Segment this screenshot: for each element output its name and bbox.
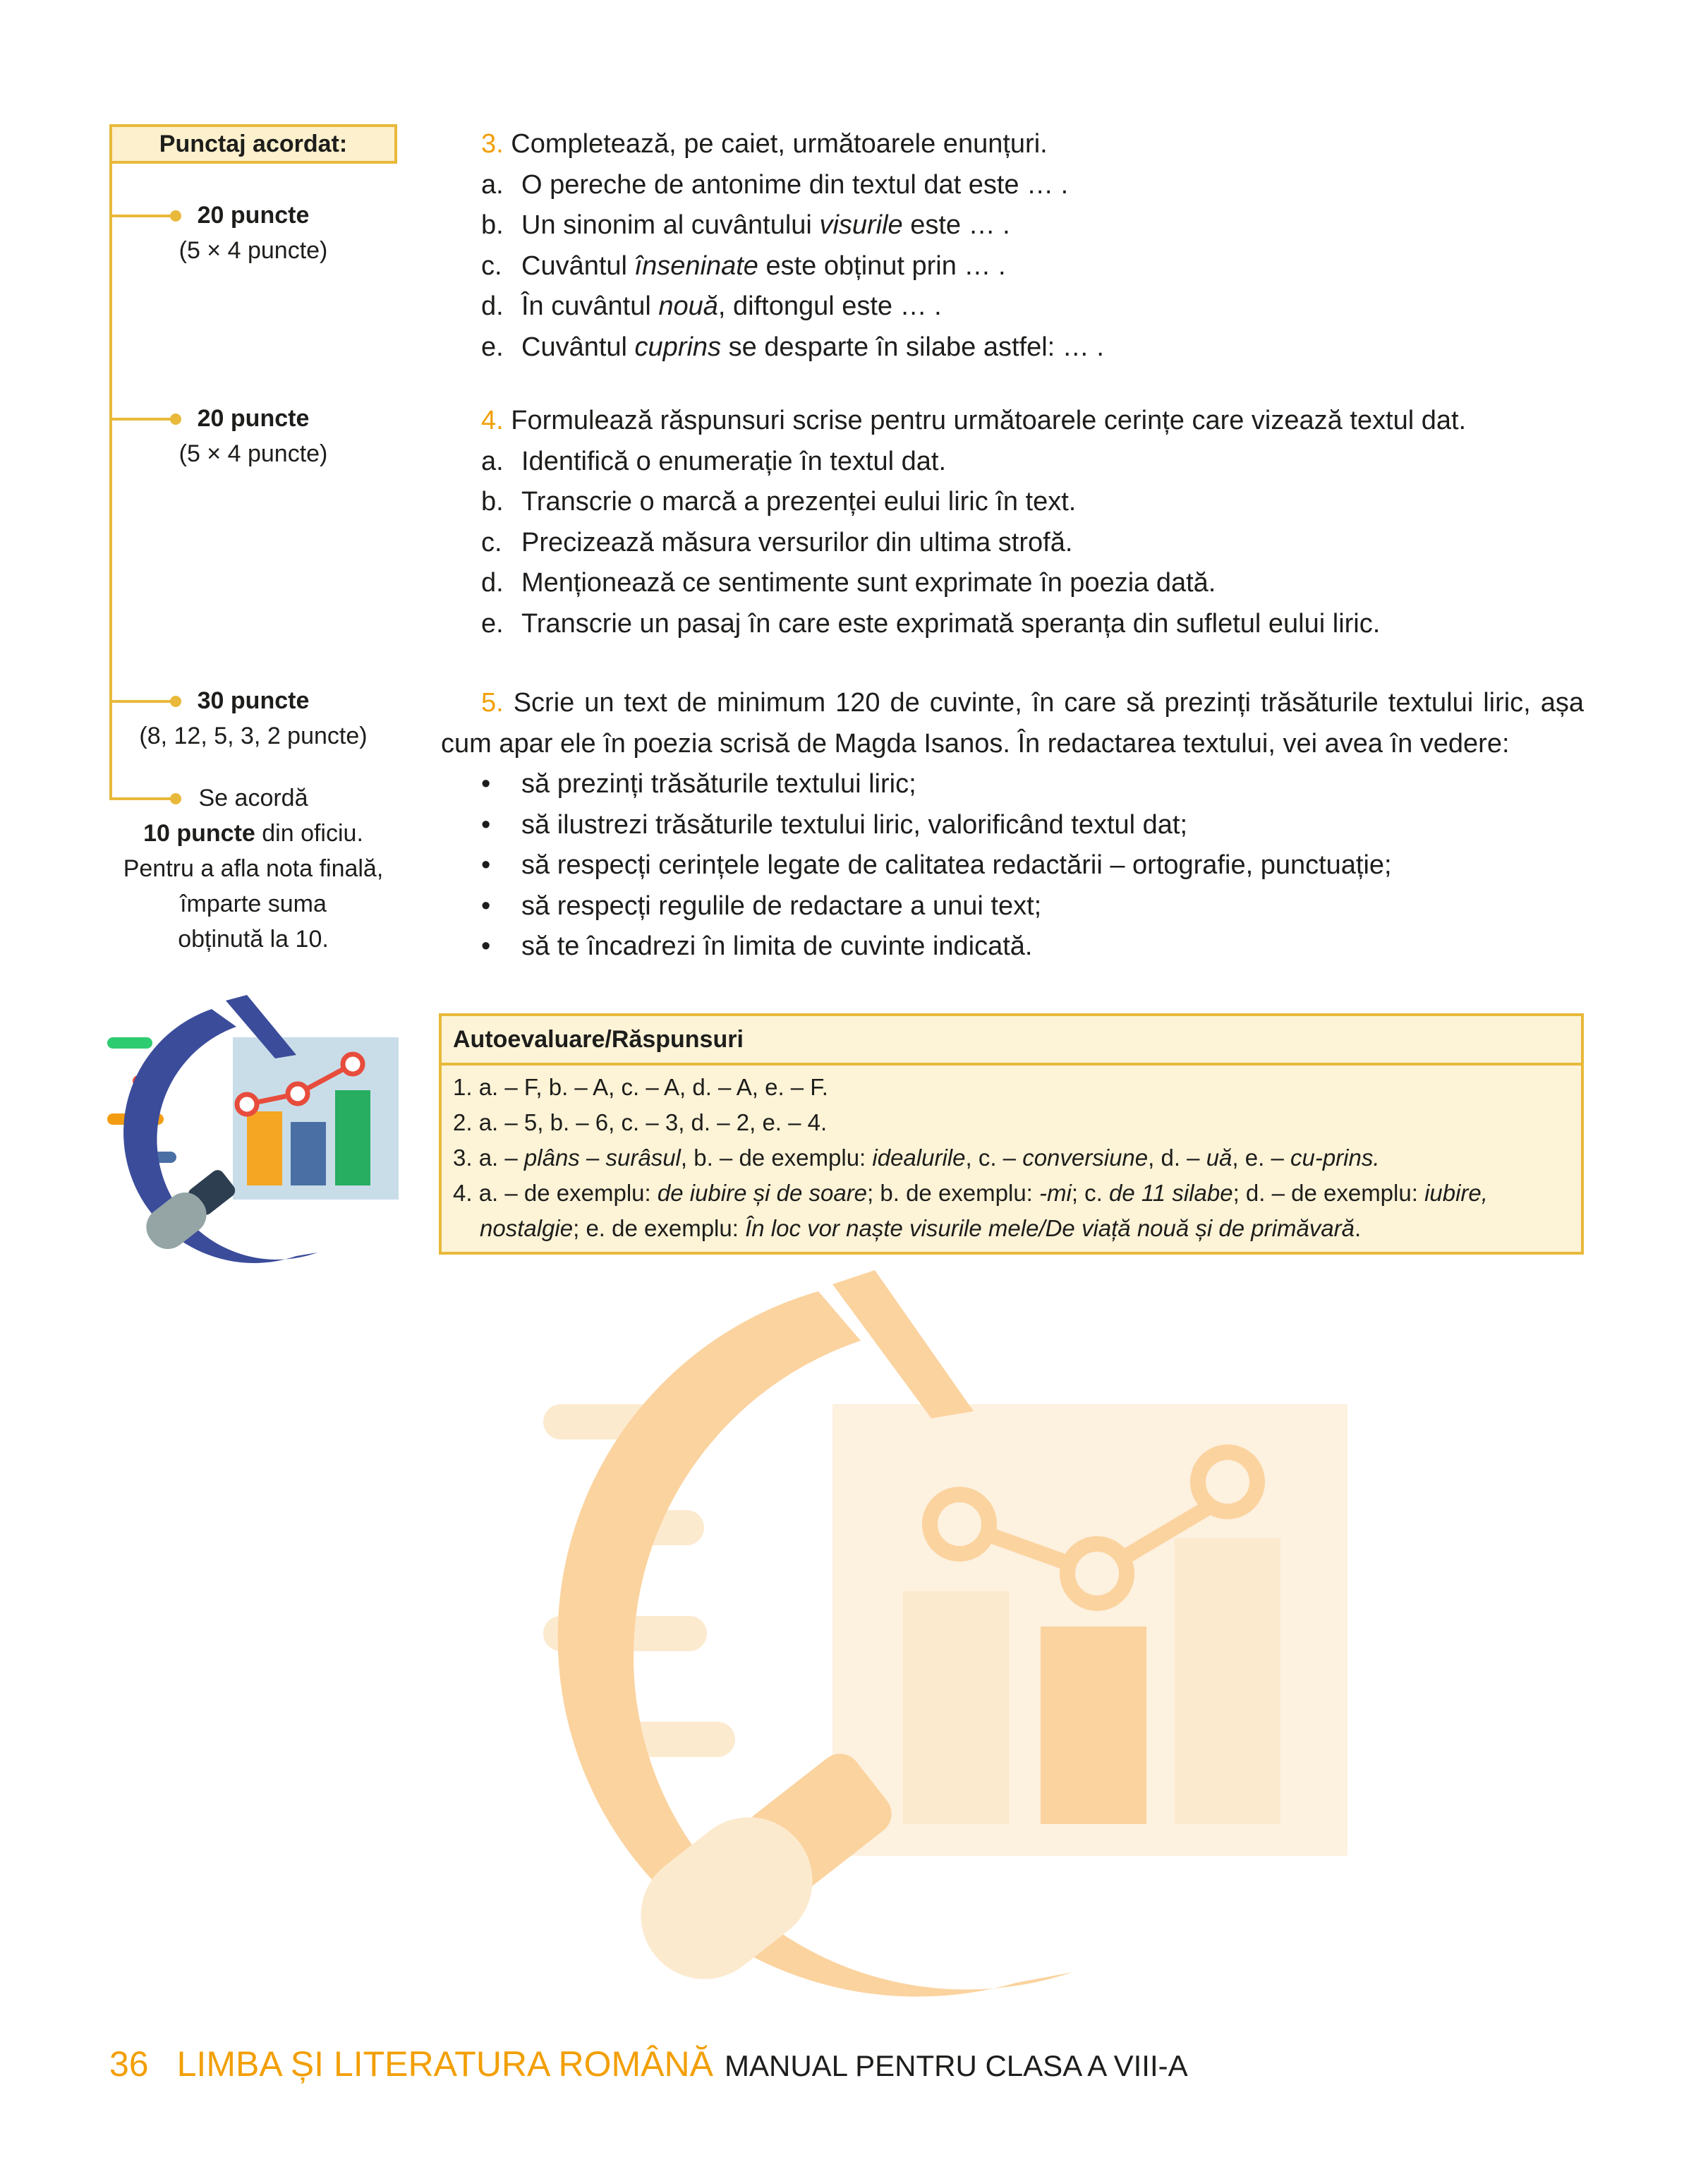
list-item: e. Cuvântul cuprins se desparte în silabe astfel: … . xyxy=(481,332,1104,362)
exercise-3 xyxy=(441,124,1584,368)
list-item: a. Identifică o enumerație în textul dat. xyxy=(481,446,947,476)
self-evaluation-title: Autoevaluare/Răspunsuri xyxy=(442,1016,1581,1066)
answers-list xyxy=(442,1066,1581,1246)
exercise-number: 4. xyxy=(481,406,504,435)
list-item: c. Precizează măsura versurilor din ultima strofă. xyxy=(481,527,1073,557)
list-item: e. Transcrie un pasaj în care este exprimată speranța din sufletul eului liric. xyxy=(481,608,1381,639)
list-item: b. Un sinonim al cuvântului visurile este … . xyxy=(481,210,1010,240)
footer-subject: LIMBA ȘI LITERATURA ROMÂNĂ xyxy=(176,2044,713,2084)
list-item: d. Menționează ce sentimente sunt exprimate în poezia dată. xyxy=(481,568,1216,598)
magnifier-chart-icon xyxy=(106,988,402,1263)
bullet-item: • să te încadrezi în limita de cuvinte indicată. xyxy=(481,931,1033,961)
list-item: c. Cuvântul înseninate este obținut prin … . xyxy=(481,250,1006,281)
exercise-5 xyxy=(441,683,1584,967)
score-points: 30 puncte xyxy=(197,687,310,714)
exercise-stem: 3. Completează, pe caiet, următoarele enunțuri. xyxy=(481,129,1048,159)
score-note-line: obținută la 10. xyxy=(178,926,329,953)
answer-line: 3. a. – plâns – surâsul, b. – de exemplu: idealurile, c. – conversiune, d. – uă, e. – cu-prins. xyxy=(453,1145,1380,1171)
bullet-item: • să respecți cerințele legate de calitatea redactării – ortografie, punctuație; xyxy=(481,850,1392,880)
score-item-ex4 xyxy=(109,401,397,471)
exercise-stem: 4. Formulează răspunsuri scrise pentru următoarele cerințe care vizează textul dat. xyxy=(481,406,1467,435)
score-item-ex3 xyxy=(109,198,397,268)
score-detail: (8, 12, 5, 3, 2 puncte) xyxy=(139,723,368,749)
list-item: d. În cuvântul nouă, diftongul este … . xyxy=(481,291,942,321)
exercise-4 xyxy=(441,401,1584,644)
score-detail: (5 × 4 puncte) xyxy=(178,237,328,264)
answer-line: 1. a. – F, b. – A, c. – A, d. – A, e. – F. xyxy=(453,1074,828,1100)
score-points: 20 puncte xyxy=(197,405,310,432)
exercise-number: 5. xyxy=(481,688,504,718)
exercise-number: 3. xyxy=(481,129,504,159)
self-evaluation-box xyxy=(439,1013,1584,1255)
page-number: 36 xyxy=(109,2044,149,2084)
score-detail: (5 × 4 puncte) xyxy=(178,440,328,467)
score-item-ex5 xyxy=(109,683,397,754)
magnifier-chart-watermark-icon xyxy=(522,1270,1355,2011)
score-header: Punctaj acordat: xyxy=(109,124,397,164)
score-note-line: Pentru a afla nota finală, xyxy=(123,855,384,882)
score-note-line: împarte suma xyxy=(180,891,327,917)
score-points: 20 puncte xyxy=(197,202,310,229)
score-note xyxy=(109,780,397,957)
list-item: b. Transcrie o marcă a prezenței eului liric în text. xyxy=(481,487,1077,517)
bullet-item: • să ilustrezi trăsăturile textului liric, valorificând textul dat; xyxy=(481,809,1188,840)
bullet-item: • să respecți regulile de redactare a unui text; xyxy=(481,891,1042,921)
footer-grade: MANUAL PENTRU CLASA A VIII-A xyxy=(724,2049,1188,2082)
list-item: a. O pereche de antonime din textul dat este … . xyxy=(481,169,1069,200)
score-note-line: 10 puncte din oficiu. xyxy=(143,820,363,847)
exercise-stem: 5. Scrie un text de minimum 120 de cuvinte, în care să prezinți trăsăturile textului liric, așa cum apar ele în poezia scrisă de Magda Isanos. În redactarea textului, vei avea în vedere: xyxy=(441,688,1584,759)
answer-line: 2. a. – 5, b. – 6, c. – 3, d. – 2, e. – 4. xyxy=(453,1109,828,1135)
page-footer xyxy=(109,2043,1188,2087)
bullet-item: • să prezinți trăsăturile textului liric; xyxy=(481,769,916,799)
answer-line: 4. a. – de exemplu: de iubire și de soare; b. de exemplu: -mi; c. de 11 silabe; d. – de exemplu: iubire, xyxy=(453,1180,1488,1206)
score-note-line: Se acordă xyxy=(198,785,308,811)
answer-line: nostalgie; e. de exemplu: În loc vor naște visurile mele/De viață nouă și de primăvară. xyxy=(480,1215,1362,1241)
